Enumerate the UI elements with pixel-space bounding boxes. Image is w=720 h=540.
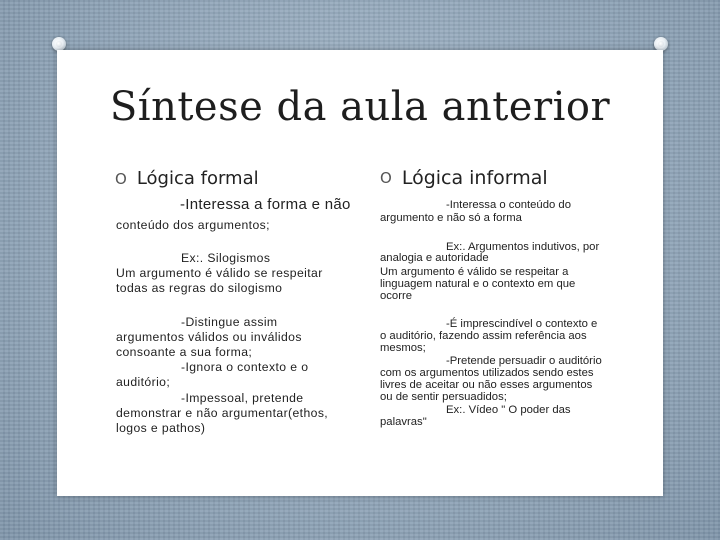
right-text-line: mesmos; xyxy=(380,342,426,354)
page-title: Síntese da aula anterior xyxy=(109,84,611,130)
left-text-line: consoante a sua forma; xyxy=(116,345,253,359)
right-text-line: -É imprescindível o contexto e xyxy=(446,318,598,330)
right-heading-label: Lógica informal xyxy=(401,167,548,189)
right-text-line: o auditório, fazendo assim referência aos xyxy=(380,330,587,342)
pushpin-icon xyxy=(52,37,66,51)
left-column-heading xyxy=(115,168,259,189)
left-text-line: demonstrar e não argumentar(ethos, xyxy=(116,406,329,420)
right-text-line: ou de sentir persuadidos; xyxy=(380,391,507,403)
left-text-line: -Distingue assim xyxy=(181,315,278,329)
left-text-line: conteúdo dos argumentos; xyxy=(116,218,270,232)
left-text-line: -Impessoal, pretende xyxy=(181,391,304,405)
right-text-line: argumento e não só a forma xyxy=(380,212,522,224)
left-text-line: Ex:. Silogismos xyxy=(181,251,271,265)
right-text-line: Um argumento é válido se respeitar a xyxy=(380,266,569,278)
right-text-line: Ex:. Argumentos indutivos, por xyxy=(446,241,600,253)
pushpin-icon xyxy=(654,37,668,51)
right-text-line: livres de aceitar ou não esses argumentos xyxy=(380,379,593,391)
left-text-line: argumentos válidos ou inválidos xyxy=(116,330,302,344)
bullet-icon: O xyxy=(115,169,127,188)
bullet-icon: O xyxy=(380,169,392,187)
right-text-line: Ex:. Vídeo " O poder das xyxy=(446,404,571,416)
right-text-line: com os argumentos utilizados sendo estes xyxy=(380,367,594,379)
right-text-line: ocorre xyxy=(380,290,413,302)
right-text-line: analogia e autoridade xyxy=(380,252,489,264)
right-column-heading xyxy=(380,167,548,189)
left-text-line: todas as regras do silogismo xyxy=(116,281,283,295)
right-text-line: -Interessa o conteúdo do xyxy=(446,199,571,211)
left-text-line: -Ignora o contexto e o xyxy=(181,360,309,374)
right-text-line: palavras" xyxy=(380,416,427,428)
right-text-line: linguagem natural e o contexto em que xyxy=(380,278,576,290)
left-text-line: -Interessa a forma e não xyxy=(180,196,351,213)
left-text-line: auditório; xyxy=(116,375,171,389)
left-text-line: Um argumento é válido se respeitar xyxy=(116,266,323,280)
left-heading-label: Lógica formal xyxy=(136,168,259,189)
right-text-line: -Pretende persuadir o auditório xyxy=(446,355,602,367)
left-text-line: logos e pathos) xyxy=(116,421,206,435)
